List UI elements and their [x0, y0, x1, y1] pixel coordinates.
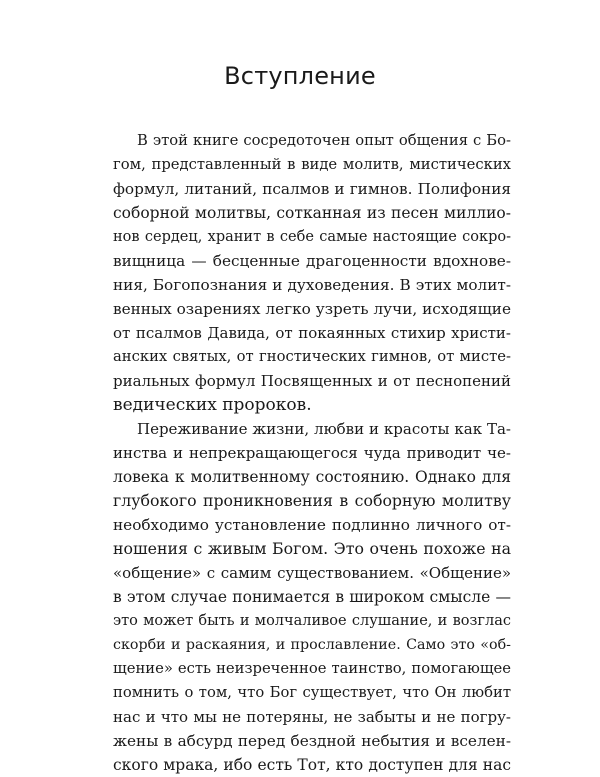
- text-line: ния, Богопознания и духоведения. В этих молит-: [113, 276, 511, 294]
- text-line: В этой книге сосредоточен опыт общения с Бо-: [137, 132, 511, 149]
- text-line: в этом случае понимается в широком смысле —: [113, 588, 511, 606]
- text-line: щение» есть неизреченное таинство, помогающее: [113, 660, 511, 677]
- text-line: формул, литаний, псалмов и гимнов. Полифония: [113, 180, 511, 198]
- text-line: «общение» с самим существованием. «Общение»: [113, 564, 511, 582]
- text-line: ношения с живым Богом. Это очень похоже на: [113, 539, 511, 558]
- text-line: это может быть и молчаливое слушание, и возглас: [113, 613, 511, 629]
- text-line: необходимо установление подлинно личного от-: [113, 516, 511, 534]
- text-line: помнить о том, что Бог существует, что Он любит: [113, 684, 511, 701]
- text-line: нов сердец, хранит в себе самые настоящие сокро-: [113, 229, 511, 245]
- text-line: вищница — бесценные драгоценности вдохнове-: [113, 252, 511, 270]
- text-line: инства и непрекращающегося чуда приводит че-: [113, 444, 511, 462]
- text-line: ловека к молитвенному состоянию. Однако для: [113, 468, 511, 486]
- text-line: соборной молитвы, сотканная из песен миллио-: [113, 204, 511, 222]
- text-line: от псалмов Давида, от покаянных стихир христи-: [113, 324, 511, 342]
- text-line: ского мрака, ибо есть Тот, кто доступен для нас: [113, 756, 511, 774]
- text-line: нас и что мы не потеряны, не забыты и не погру-: [113, 708, 511, 726]
- text-line: гом, представленный в виде молитв, мистических: [113, 156, 511, 173]
- text-line: риальных формул Посвященных и от песнопений: [113, 372, 511, 390]
- text-line: Переживание жизни, любви и красоты как Та-: [137, 420, 511, 438]
- text-line: венных озарениях легко узреть лучи, исходящие: [113, 300, 511, 318]
- text-line: глубокого проникновения в соборную молитву: [113, 491, 511, 510]
- text-line: ведических пророков.: [113, 395, 312, 415]
- chapter-title: Вступление: [224, 62, 376, 90]
- text-line: скорби и раскаяния, и прославление. Само это «об-: [113, 637, 511, 653]
- body-text: [113, 129, 511, 777]
- text-line: анских святых, от гностических гимнов, от мисте-: [113, 348, 511, 365]
- text-line: жены в абсурд перед бездной небытия и вселен-: [113, 732, 511, 750]
